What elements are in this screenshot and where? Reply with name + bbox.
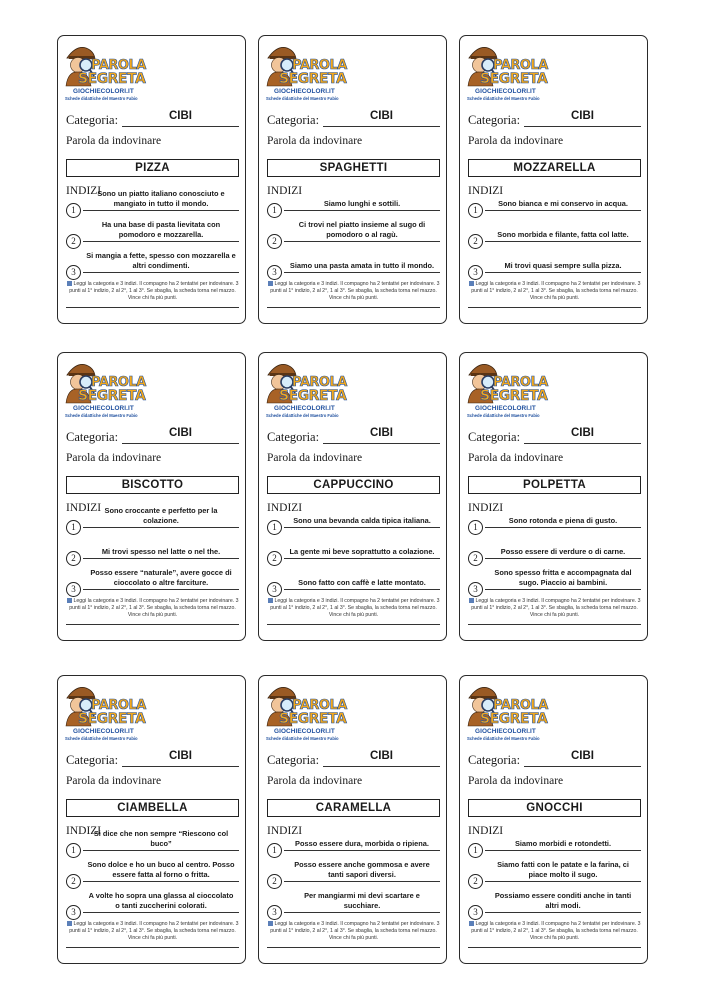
clue-text: Mi trovi quasi sempre sulla pizza. (504, 260, 622, 270)
category-value: CIBI (169, 427, 192, 439)
word-heading: Parola da indovinare (468, 452, 564, 464)
clue-text: Ci trovi nel piatto insieme al sugo di pomodoro o al ragù. (298, 220, 426, 239)
category-label: Categoria: (468, 753, 521, 767)
logo-word-1: PAROLA (292, 375, 347, 390)
logo-word-2: SEGRETA (480, 71, 548, 87)
clue-row (267, 197, 442, 215)
divider (468, 307, 641, 308)
rules-body: Leggi la categoria e 3 indizi. Il compagno ha 2 tentativi per indovinare. 3 punti al 1° indizio, 2 al 2°, 1 al 3°. Se sbaglia, la scheda torna nel mazzo. Vince chi fa più punti. (69, 281, 239, 301)
clue-number: 1 (468, 843, 483, 858)
clue-line (83, 272, 239, 273)
clue-row (66, 568, 241, 594)
clue-text: Sono spesso fritta e accompagnata dal sugo. Piaccio ai bambini. (494, 568, 632, 587)
logo-word-2: SEGRETA (279, 388, 347, 404)
category-line (323, 126, 440, 127)
clue-line (284, 912, 440, 913)
logo-word-1: PAROLA (91, 375, 146, 390)
clue-text: Per mangiarmi mi devi scartare e succhiare. (304, 891, 420, 910)
logo-site: GIOCHIECOLORI.IT (73, 405, 134, 412)
rules-text (266, 281, 441, 302)
clue-text: Siamo lunghi e sottili. (323, 198, 401, 208)
game-card (459, 35, 648, 324)
clue-line (485, 589, 641, 590)
clue-row (468, 860, 643, 886)
clue-number: 1 (468, 520, 483, 535)
clue-number: 2 (66, 551, 81, 566)
clue-number: 1 (66, 203, 81, 218)
logo-word-1: PAROLA (91, 58, 146, 73)
category-line (122, 443, 239, 444)
clue-number: 1 (267, 203, 282, 218)
logo-word-2: SEGRETA (78, 71, 146, 87)
logo-site: GIOCHIECOLORI.IT (274, 405, 335, 412)
parola-segreta-logo (64, 42, 150, 104)
clue-text: Sono croccante e perfetto per la colazione. (104, 506, 218, 525)
rules-body: Leggi la categoria e 3 indizi. Il compagno ha 2 tentativi per indovinare. 3 punti al 1° indizio, 2 al 2°, 1 al 3°. Se sbaglia, la scheda torna nel mazzo. Vince chi fa più punti. (270, 281, 440, 301)
clue-row (468, 545, 643, 563)
word-heading: Parola da indovinare (267, 452, 363, 464)
rules-body: Leggi la categoria e 3 indizi. Il compagno ha 2 tentativi per indovinare. 3 punti al 1° indizio, 2 al 2°, 1 al 3°. Se sbaglia, la scheda torna nel mazzo. Vince chi fa più punti. (270, 921, 440, 941)
logo-word-2: SEGRETA (78, 711, 146, 727)
clue-number: 1 (468, 203, 483, 218)
parola-segreta-logo (466, 359, 552, 421)
clues-heading: INDIZI (267, 825, 303, 837)
category-label: Categoria: (468, 113, 521, 127)
clue-row (468, 197, 643, 215)
clue-text: Si mangia a fette, spesso con mozzarella e altri condimenti. (86, 251, 236, 270)
clue-line (83, 881, 239, 882)
clue-text: Posso essere “naturale”, avere gocce di cioccolato o altre farciture. (90, 568, 232, 587)
clue-text: Siamo fatti con le patate e la farina, ci piace molto il sugo. (497, 860, 629, 879)
clue-number: 1 (66, 843, 81, 858)
logo-subtitle: Schede didattiche del Maestro Fabio (266, 736, 339, 741)
logo-word-1: PAROLA (493, 698, 548, 713)
logo-site: GIOCHIECOLORI.IT (73, 728, 134, 735)
clue-number: 3 (267, 265, 282, 280)
clue-line (83, 912, 239, 913)
rules-body: Leggi la categoria e 3 indizi. Il compagno ha 2 tentativi per indovinare. 3 punti al 1° indizio, 2 al 2°, 1 al 3°. Se sbaglia, la scheda torna nel mazzo. Vince chi fa più punti. (270, 598, 440, 618)
category-line (323, 443, 440, 444)
rules-text (467, 598, 642, 619)
divider (267, 307, 440, 308)
clue-line (485, 272, 641, 273)
category-line (524, 126, 641, 127)
clue-text: Sono dolce e ho un buco al centro. Posso essere fatta al forno o fritta. (87, 860, 235, 879)
clue-text: Mi trovi spesso nel latte o nel the. (101, 546, 221, 556)
clue-line (83, 850, 239, 851)
clues-heading: INDIZI (468, 825, 504, 837)
rules-icon (469, 281, 474, 286)
clue-row (66, 220, 241, 246)
game-card (57, 35, 246, 324)
clue-line (284, 850, 440, 851)
clue-line (284, 272, 440, 273)
logo-subtitle: Schede didattiche del Maestro Fabio (65, 413, 138, 418)
parola-segreta-logo (64, 359, 150, 421)
clue-number: 3 (468, 905, 483, 920)
clue-line (284, 589, 440, 590)
clue-text: Sono un piatto italiano conosciuto e mangiato in tutto il mondo. (97, 189, 225, 208)
logo-word-1: PAROLA (91, 698, 146, 713)
rules-text (65, 598, 240, 619)
clue-line (83, 589, 239, 590)
clues-heading: INDIZI (267, 185, 303, 197)
game-card (258, 35, 447, 324)
clue-line (485, 210, 641, 211)
secret-word: PIZZA (66, 159, 239, 177)
clue-number: 2 (267, 551, 282, 566)
clue-line (83, 241, 239, 242)
clue-row (267, 576, 442, 594)
rules-icon (67, 921, 72, 926)
rules-icon (268, 281, 273, 286)
clue-line (284, 241, 440, 242)
divider (267, 947, 440, 948)
rules-icon (469, 921, 474, 926)
clue-line (284, 210, 440, 211)
word-heading: Parola da indovinare (267, 135, 363, 147)
rules-icon (67, 281, 72, 286)
category-value: CIBI (370, 750, 393, 762)
clue-text: Possiamo essere conditi anche in tanti altri modi. (494, 891, 632, 910)
clue-row (267, 891, 442, 917)
clue-line (83, 527, 239, 528)
logo-site: GIOCHIECOLORI.IT (274, 88, 335, 95)
clue-text: La gente mi beve soprattutto a colazione. (289, 546, 435, 556)
clue-line (485, 241, 641, 242)
rules-body: Leggi la categoria e 3 indizi. Il compagno ha 2 tentativi per indovinare. 3 punti al 1° indizio, 2 al 2°, 1 al 3°. Se sbaglia, la scheda torna nel mazzo. Vince chi fa più punti. (471, 281, 641, 301)
clue-row (267, 837, 442, 855)
clue-number: 3 (468, 582, 483, 597)
logo-subtitle: Schede didattiche del Maestro Fabio (266, 96, 339, 101)
clue-number: 2 (267, 234, 282, 249)
logo-subtitle: Schede didattiche del Maestro Fabio (467, 96, 540, 101)
clue-row (66, 891, 241, 917)
clue-row (267, 220, 442, 246)
logo-site: GIOCHIECOLORI.IT (73, 88, 134, 95)
category-value: CIBI (169, 750, 192, 762)
logo-word-2: SEGRETA (279, 71, 347, 87)
rules-text (266, 921, 441, 942)
logo-word-1: PAROLA (493, 375, 548, 390)
logo-site: GIOCHIECOLORI.IT (274, 728, 335, 735)
rules-icon (67, 598, 72, 603)
rules-text (467, 281, 642, 302)
rules-text (65, 281, 240, 302)
clue-text: Posso essere anche gommosa e avere tanti sapori diversi. (294, 860, 430, 879)
category-value: CIBI (571, 750, 594, 762)
clue-number: 3 (66, 905, 81, 920)
category-value: CIBI (169, 110, 192, 122)
rules-text (65, 921, 240, 942)
clue-text: Siamo una pasta amata in tutto il mondo. (289, 260, 435, 270)
rules-text (266, 598, 441, 619)
rules-body: Leggi la categoria e 3 indizi. Il compagno ha 2 tentativi per indovinare. 3 punti al 1° indizio, 2 al 2°, 1 al 3°. Se sbaglia, la scheda torna nel mazzo. Vince chi fa più punti. (69, 598, 239, 618)
rules-text (467, 921, 642, 942)
rules-body: Leggi la categoria e 3 indizi. Il compagno ha 2 tentativi per indovinare. 3 punti al 1° indizio, 2 al 2°, 1 al 3°. Se sbaglia, la scheda torna nel mazzo. Vince chi fa più punti. (69, 921, 239, 941)
clue-number: 1 (267, 520, 282, 535)
clue-number: 2 (468, 234, 483, 249)
clue-number: 2 (468, 551, 483, 566)
logo-subtitle: Schede didattiche del Maestro Fabio (467, 413, 540, 418)
clue-line (485, 558, 641, 559)
clue-text: Siamo morbidi e rotondetti. (514, 838, 612, 848)
clue-text: A volte ho sopra una glassa al cioccolato o tanti zuccherini colorati. (88, 891, 234, 910)
category-line (524, 443, 641, 444)
game-card (258, 352, 447, 641)
category-label: Categoria: (267, 430, 320, 444)
clues-heading: INDIZI (468, 502, 504, 514)
category-line (122, 126, 239, 127)
logo-word-2: SEGRETA (480, 711, 548, 727)
clue-line (284, 558, 440, 559)
divider (66, 947, 239, 948)
secret-word: GNOCCHI (468, 799, 641, 817)
word-heading: Parola da indovinare (66, 775, 162, 787)
category-label: Categoria: (468, 430, 521, 444)
secret-word: CIAMBELLA (66, 799, 239, 817)
clues-heading: INDIZI (66, 185, 102, 197)
clue-number: 2 (66, 874, 81, 889)
word-heading: Parola da indovinare (66, 135, 162, 147)
clue-number: 3 (66, 582, 81, 597)
clue-text: Posso essere di verdure o di carne. (500, 546, 626, 556)
rules-body: Leggi la categoria e 3 indizi. Il compagno ha 2 tentativi per indovinare. 3 punti al 1° indizio, 2 al 2°, 1 al 3°. Se sbaglia, la scheda torna nel mazzo. Vince chi fa più punti. (471, 598, 641, 618)
secret-word: SPAGHETTI (267, 159, 440, 177)
clues-heading: INDIZI (66, 502, 102, 514)
game-card (57, 675, 246, 964)
logo-word-1: PAROLA (292, 58, 347, 73)
word-heading: Parola da indovinare (267, 775, 363, 787)
clue-line (485, 527, 641, 528)
secret-word: BISCOTTO (66, 476, 239, 494)
divider (468, 947, 641, 948)
logo-word-1: PAROLA (493, 58, 548, 73)
clue-line (485, 912, 641, 913)
rules-body: Leggi la categoria e 3 indizi. Il compagno ha 2 tentativi per indovinare. 3 punti al 1° indizio, 2 al 2°, 1 al 3°. Se sbaglia, la scheda torna nel mazzo. Vince chi fa più punti. (471, 921, 641, 941)
category-value: CIBI (571, 427, 594, 439)
game-card (57, 352, 246, 641)
clue-row (468, 228, 643, 246)
category-label: Categoria: (66, 113, 119, 127)
clue-text: Sono bianca e mi conservo in acqua. (498, 198, 628, 208)
clue-text: Sono morbida e filante, fatta col latte. (497, 229, 629, 239)
clue-row (468, 568, 643, 594)
logo-word-2: SEGRETA (78, 388, 146, 404)
category-label: Categoria: (66, 430, 119, 444)
category-label: Categoria: (267, 113, 320, 127)
clue-row (468, 514, 643, 532)
clue-line (485, 850, 641, 851)
clue-number: 2 (267, 874, 282, 889)
divider (267, 624, 440, 625)
category-line (524, 766, 641, 767)
game-card (258, 675, 447, 964)
secret-word: POLPETTA (468, 476, 641, 494)
secret-word: CAPPUCCINO (267, 476, 440, 494)
logo-site: GIOCHIECOLORI.IT (475, 405, 536, 412)
category-value: CIBI (370, 110, 393, 122)
clue-number: 1 (267, 843, 282, 858)
clue-text: Sono una bevanda calda tipica italiana. (293, 515, 431, 525)
rules-icon (268, 598, 273, 603)
logo-subtitle: Schede didattiche del Maestro Fabio (266, 413, 339, 418)
logo-site: GIOCHIECOLORI.IT (475, 728, 536, 735)
divider (468, 624, 641, 625)
game-card (459, 675, 648, 964)
divider (66, 307, 239, 308)
clue-row (267, 514, 442, 532)
word-heading: Parola da indovinare (66, 452, 162, 464)
word-heading: Parola da indovinare (468, 775, 564, 787)
category-line (323, 766, 440, 767)
word-heading: Parola da indovinare (468, 135, 564, 147)
parola-segreta-logo (466, 42, 552, 104)
clue-row (267, 860, 442, 886)
divider (66, 624, 239, 625)
clue-number: 1 (66, 520, 81, 535)
clue-row (468, 891, 643, 917)
clue-number: 3 (468, 265, 483, 280)
logo-word-2: SEGRETA (480, 388, 548, 404)
clue-number: 2 (66, 234, 81, 249)
clue-line (485, 881, 641, 882)
clues-heading: INDIZI (66, 825, 102, 837)
logo-subtitle: Schede didattiche del Maestro Fabio (65, 96, 138, 101)
clue-text: Si dice che non sempre “Riescono col buco” (93, 829, 229, 848)
parola-segreta-logo (466, 682, 552, 744)
clue-text: Sono fatto con caffè e latte montato. (298, 577, 426, 587)
clue-row (468, 259, 643, 277)
clue-number: 3 (267, 905, 282, 920)
clue-line (284, 881, 440, 882)
clues-heading: INDIZI (468, 185, 504, 197)
rules-icon (268, 921, 273, 926)
secret-word: MOZZARELLA (468, 159, 641, 177)
clue-number: 3 (66, 265, 81, 280)
logo-word-1: PAROLA (292, 698, 347, 713)
clue-row (468, 837, 643, 855)
clues-heading: INDIZI (267, 502, 303, 514)
clue-text: Posso essere dura, morbida o ripiena. (295, 838, 429, 848)
clue-line (83, 210, 239, 211)
logo-subtitle: Schede didattiche del Maestro Fabio (467, 736, 540, 741)
category-line (122, 766, 239, 767)
category-value: CIBI (370, 427, 393, 439)
logo-word-2: SEGRETA (279, 711, 347, 727)
clue-line (83, 558, 239, 559)
secret-word: CARAMELLA (267, 799, 440, 817)
game-card (459, 352, 648, 641)
clue-row (66, 251, 241, 277)
clue-number: 3 (267, 582, 282, 597)
clue-row (66, 545, 241, 563)
clue-text: Sono rotonda e piena di gusto. (508, 515, 618, 525)
category-label: Categoria: (66, 753, 119, 767)
logo-subtitle: Schede didattiche del Maestro Fabio (65, 736, 138, 741)
clue-line (284, 527, 440, 528)
clue-number: 2 (468, 874, 483, 889)
clue-row (66, 860, 241, 886)
parola-segreta-logo (64, 682, 150, 744)
category-label: Categoria: (267, 753, 320, 767)
parola-segreta-logo (265, 42, 351, 104)
category-value: CIBI (571, 110, 594, 122)
clue-row (267, 545, 442, 563)
logo-site: GIOCHIECOLORI.IT (475, 88, 536, 95)
parola-segreta-logo (265, 359, 351, 421)
rules-icon (469, 598, 474, 603)
clue-text: Ha una base di pasta lievitata con pomodoro e mozzarella. (101, 220, 221, 239)
parola-segreta-logo (265, 682, 351, 744)
clue-row (267, 259, 442, 277)
